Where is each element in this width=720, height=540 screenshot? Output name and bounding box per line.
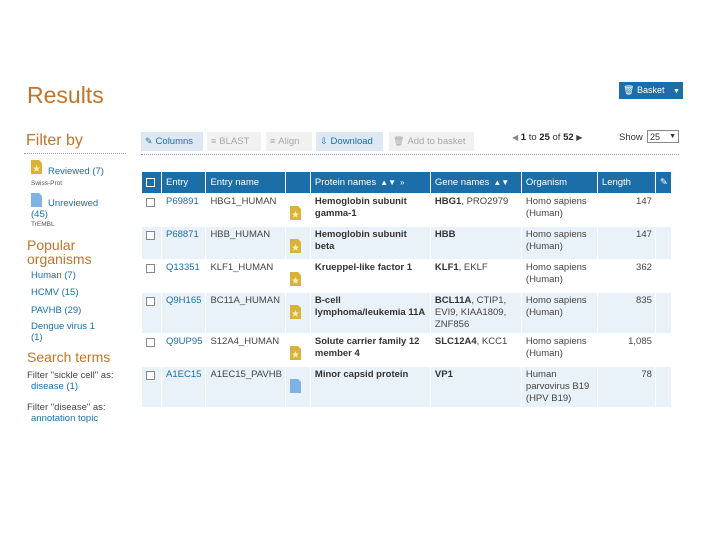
download-icon: ⇩ — [320, 136, 328, 146]
table-row[interactable] — [142, 260, 672, 293]
chevron-down-icon: ▼ — [672, 88, 680, 95]
reviewed-star-document-icon — [31, 160, 42, 174]
row-select-cell[interactable] — [142, 260, 162, 293]
chevron-down-icon: ▼ — [669, 133, 676, 140]
organism-link-dengue[interactable]: Dengue virus 1 — [31, 321, 95, 332]
filter-unreviewed-link[interactable]: Unreviewed — [48, 198, 99, 209]
unreviewed-document-icon — [31, 193, 42, 207]
organism-link-hcmv[interactable]: HCMV (15) — [31, 287, 79, 298]
entry-cell[interactable] — [162, 227, 206, 260]
toolbar-divider — [141, 154, 679, 155]
row-spacer-cell — [655, 293, 671, 334]
length-cell: 78 — [597, 367, 655, 408]
sort-icon[interactable]: ▲▼ — [380, 178, 397, 187]
pencil-icon[interactable]: ✎ — [659, 177, 668, 188]
length-cell: 362 — [597, 260, 655, 293]
reviewed-star-document-icon — [290, 239, 301, 253]
range-end: 25 — [539, 132, 550, 143]
filter-by-heading: Filter by — [26, 132, 83, 149]
table-row[interactable] — [142, 367, 672, 408]
gene-names-cell: KLF1, EKLF — [430, 260, 521, 293]
basket-icon: 🗑 — [623, 85, 635, 95]
entry-name-cell: HBB_HUMAN — [206, 227, 285, 260]
gene-names-cell: VP1 — [430, 367, 521, 408]
results-table — [141, 171, 672, 408]
organism-cell: Homo sapiens (Human) — [521, 260, 597, 293]
column-header-status — [285, 172, 310, 194]
row-select-cell[interactable] — [142, 293, 162, 334]
edit-columns-cell[interactable] — [655, 172, 671, 194]
status-cell — [285, 367, 310, 408]
entry-cell[interactable] — [162, 194, 206, 227]
gene-names-cell: BCL11A, CTIP1, EVI9, KIAA1809, ZNF856 — [430, 293, 521, 334]
entry-name-cell: KLF1_HUMAN — [206, 260, 285, 293]
status-cell — [285, 194, 310, 227]
expand-icon[interactable]: » — [400, 178, 405, 187]
page-size-select[interactable]: 25 ▼ — [647, 130, 679, 143]
column-header-length[interactable]: Length — [597, 172, 655, 194]
reviewed-star-document-icon — [290, 305, 301, 319]
row-select-cell[interactable] — [142, 227, 162, 260]
protein-name-cell: Minor capsid protein — [310, 367, 430, 408]
select-all-checkbox[interactable] — [146, 178, 155, 187]
align-icon: ≡ — [270, 136, 276, 146]
row-checkbox[interactable] — [146, 231, 155, 240]
row-checkbox[interactable] — [146, 371, 155, 380]
protein-name-cell: B-cell lymphoma/leukemia 11A — [310, 293, 430, 334]
search-term-prefix: Filter "sickle cell" as: — [27, 370, 114, 381]
add-to-basket-button[interactable]: 🗑 Add to basket — [389, 132, 474, 151]
status-cell — [285, 293, 310, 334]
row-checkbox[interactable] — [146, 198, 155, 207]
entry-link[interactable]: Q13351 — [166, 262, 200, 273]
results-toolbar — [141, 132, 679, 152]
search-term-link-disease[interactable]: disease (1) — [31, 381, 78, 392]
reviewed-star-document-icon — [290, 272, 301, 286]
unreviewed-count[interactable]: (45) — [31, 209, 48, 220]
entry-link[interactable]: P69891 — [166, 196, 199, 207]
blast-icon: ≡ — [211, 136, 217, 146]
search-term-prefix: Filter "disease" as: — [27, 402, 106, 413]
entry-link[interactable]: Q9H165 — [166, 295, 202, 306]
row-select-cell[interactable] — [142, 334, 162, 367]
pagination: ◀ 1 to 25 of 52 ▶ — [512, 132, 583, 143]
organism-link-dengue-count[interactable]: (1) — [31, 332, 43, 343]
table-row[interactable] — [142, 227, 672, 260]
entry-name-cell: BC11A_HUMAN — [206, 293, 285, 334]
entry-cell[interactable] — [162, 293, 206, 334]
column-header-organism[interactable]: Organism — [521, 172, 597, 194]
column-header-entry-name[interactable]: Entry name — [206, 172, 285, 194]
length-cell: 835 — [597, 293, 655, 334]
select-all-cell[interactable] — [142, 172, 162, 194]
row-spacer-cell — [655, 227, 671, 260]
filter-reviewed-link[interactable]: Reviewed (7) — [48, 166, 104, 177]
table-row[interactable] — [142, 334, 672, 367]
row-checkbox[interactable] — [146, 338, 155, 347]
entry-cell[interactable] — [162, 334, 206, 367]
length-cell: 147 — [597, 194, 655, 227]
pencil-icon: ✎ — [145, 136, 153, 146]
organism-cell: Homo sapiens (Human) — [521, 227, 597, 260]
protein-name-cell: Hemoglobin subunit beta — [310, 227, 430, 260]
row-spacer-cell — [655, 334, 671, 367]
align-button[interactable]: ≡ Align — [266, 132, 312, 151]
organism-cell: Homo sapiens (Human) — [521, 293, 597, 334]
length-cell: 147 — [597, 227, 655, 260]
column-header-protein-names[interactable]: Protein names ▲▼ » — [310, 172, 430, 194]
basket-label: Basket — [636, 85, 665, 95]
organism-cell: Homo sapiens (Human) — [521, 194, 597, 227]
entry-cell[interactable] — [162, 260, 206, 293]
columns-button[interactable]: ✎ Columns — [141, 132, 203, 151]
show-label: Show — [619, 132, 643, 143]
row-spacer-cell — [655, 367, 671, 408]
next-page-icon[interactable]: ▶ — [576, 133, 583, 142]
length-cell: 1,085 — [597, 334, 655, 367]
protein-name-cell: Hemoglobin subunit gamma-1 — [310, 194, 430, 227]
row-spacer-cell — [655, 260, 671, 293]
range-start: 1 — [520, 132, 527, 143]
gene-names-cell: SLC12A4, KCC1 — [430, 334, 521, 367]
entry-link[interactable]: A1EC15 — [166, 369, 202, 380]
table-row[interactable] — [142, 293, 672, 334]
gene-names-cell: HBB — [430, 227, 521, 260]
status-cell — [285, 260, 310, 293]
table-row[interactable] — [142, 194, 672, 227]
entry-name-cell: S12A4_HUMAN — [206, 334, 285, 367]
trembl-label: TrEMBL — [31, 221, 55, 228]
row-checkbox[interactable] — [146, 264, 155, 273]
entry-name-cell: A1EC15_PAVHB — [206, 367, 285, 408]
row-spacer-cell — [655, 194, 671, 227]
status-cell — [285, 227, 310, 260]
unreviewed-document-icon — [290, 379, 301, 393]
page-title: Results — [27, 82, 104, 108]
entry-name-cell: HBG1_HUMAN — [206, 194, 285, 227]
download-button[interactable]: ⇩ Download — [316, 132, 383, 151]
entry-link[interactable]: P68871 — [166, 229, 199, 240]
reviewed-star-document-icon — [290, 206, 301, 220]
organism-cell: Homo sapiens (Human) — [521, 334, 597, 367]
blast-button[interactable]: ≡ BLAST — [207, 132, 261, 151]
row-select-cell[interactable] — [142, 367, 162, 408]
organism-cell: Human parvovirus B19 (HPV B19) — [521, 367, 597, 408]
search-term-link-annotation[interactable]: annotation topic — [31, 413, 99, 424]
table-header-row — [142, 172, 672, 194]
popular-organisms-heading: Popular organisms — [27, 237, 92, 267]
basket-button[interactable] — [619, 82, 683, 99]
search-terms-heading: Search terms — [27, 349, 111, 365]
swiss-prot-label: Swiss-Prot — [31, 180, 63, 187]
organism-link-human[interactable]: Human (7) — [31, 270, 76, 281]
prev-page-icon[interactable]: ◀ — [512, 133, 519, 142]
protein-name-cell: Solute carrier family 12 member 4 — [310, 334, 430, 367]
total-results: 52 — [563, 132, 574, 143]
sidebar-divider — [24, 153, 126, 154]
basket-icon: 🗑 — [393, 136, 405, 146]
column-header-gene-names[interactable]: Gene names ▲▼ — [430, 172, 521, 194]
protein-name-cell: Krueppel-like factor 1 — [310, 260, 430, 293]
status-cell — [285, 334, 310, 367]
reviewed-star-document-icon — [290, 346, 301, 360]
gene-names-cell: HBG1, PRO2979 — [430, 194, 521, 227]
entry-link[interactable]: Q9UP95 — [166, 336, 203, 347]
column-header-entry[interactable]: Entry — [162, 172, 206, 194]
entry-cell[interactable] — [162, 367, 206, 408]
sort-icon[interactable]: ▲▼ — [493, 178, 510, 187]
row-checkbox[interactable] — [146, 297, 155, 306]
organism-link-pavhb[interactable]: PAVHB (29) — [31, 305, 82, 316]
row-select-cell[interactable] — [142, 194, 162, 227]
